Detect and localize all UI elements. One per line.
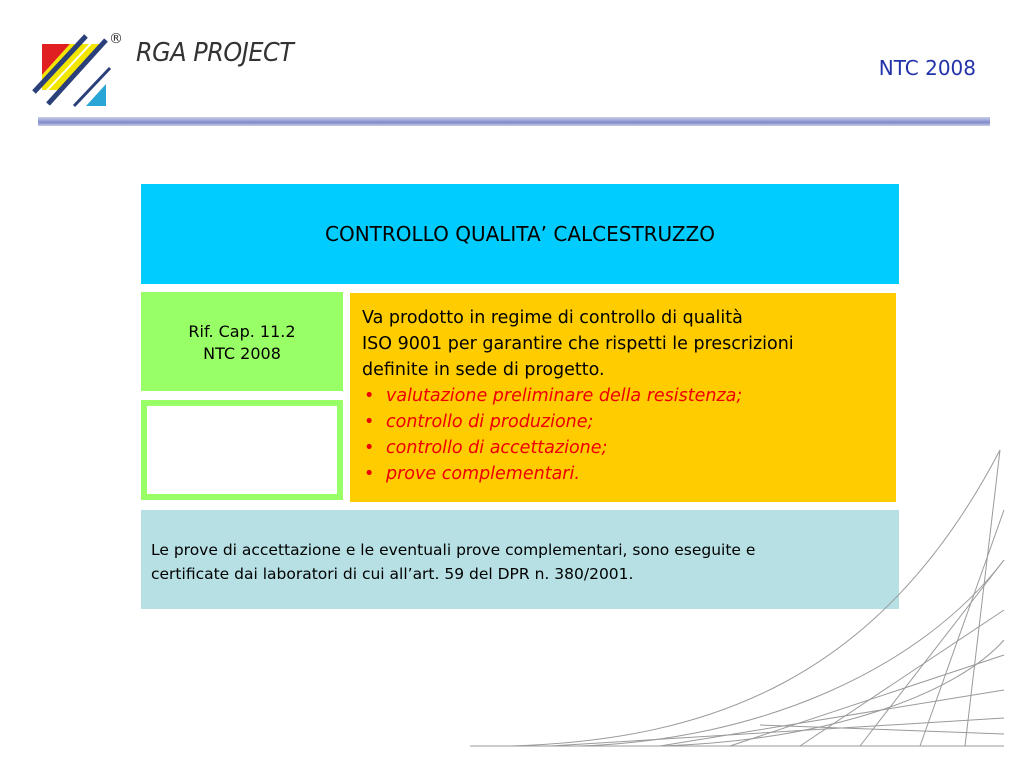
slide-title-text: CONTROLLO QUALITA’ CALCESTRUZZO <box>325 222 715 246</box>
note-line-2: certificate dai laboratori di cui all’art. 59 del DPR n. 380/2001. <box>151 565 634 583</box>
header-divider <box>38 117 990 126</box>
body-line-3: definite in sede di progetto. <box>362 360 605 380</box>
body-line-2: ISO 9001 per garantire che rispetti le prescrizioni <box>362 334 794 354</box>
header-title: NTC 2008 <box>878 56 976 80</box>
body-line-1: Va prodotto in regime di controllo di qualità <box>362 308 743 328</box>
note-line-1: Le prove di accettazione e le eventuali prove complementari, sono eseguite e <box>151 541 756 559</box>
reference-line-1: Rif. Cap. 11.2 <box>188 322 296 341</box>
rga-logo-icon <box>30 30 120 110</box>
list-item: • valutazione preliminare della resistenza; <box>362 383 886 409</box>
bullet-icon: • <box>364 464 375 484</box>
reference-line-2: NTC 2008 <box>203 344 281 363</box>
slide-title <box>141 184 899 284</box>
list-item: • prove complementari. <box>362 461 886 487</box>
bullet-icon: • <box>364 438 375 458</box>
bullet-icon: • <box>364 412 375 432</box>
registered-mark: ® <box>109 31 123 47</box>
bullet-icon: • <box>364 386 375 406</box>
decorative-curve-grid <box>460 440 1024 768</box>
reference-box <box>141 292 343 391</box>
empty-frame <box>141 400 343 500</box>
list-item: • controllo di produzione; <box>362 409 886 435</box>
list-item: • controllo di accettazione; <box>362 435 886 461</box>
brand-name: RGA PROJECT <box>136 38 294 68</box>
